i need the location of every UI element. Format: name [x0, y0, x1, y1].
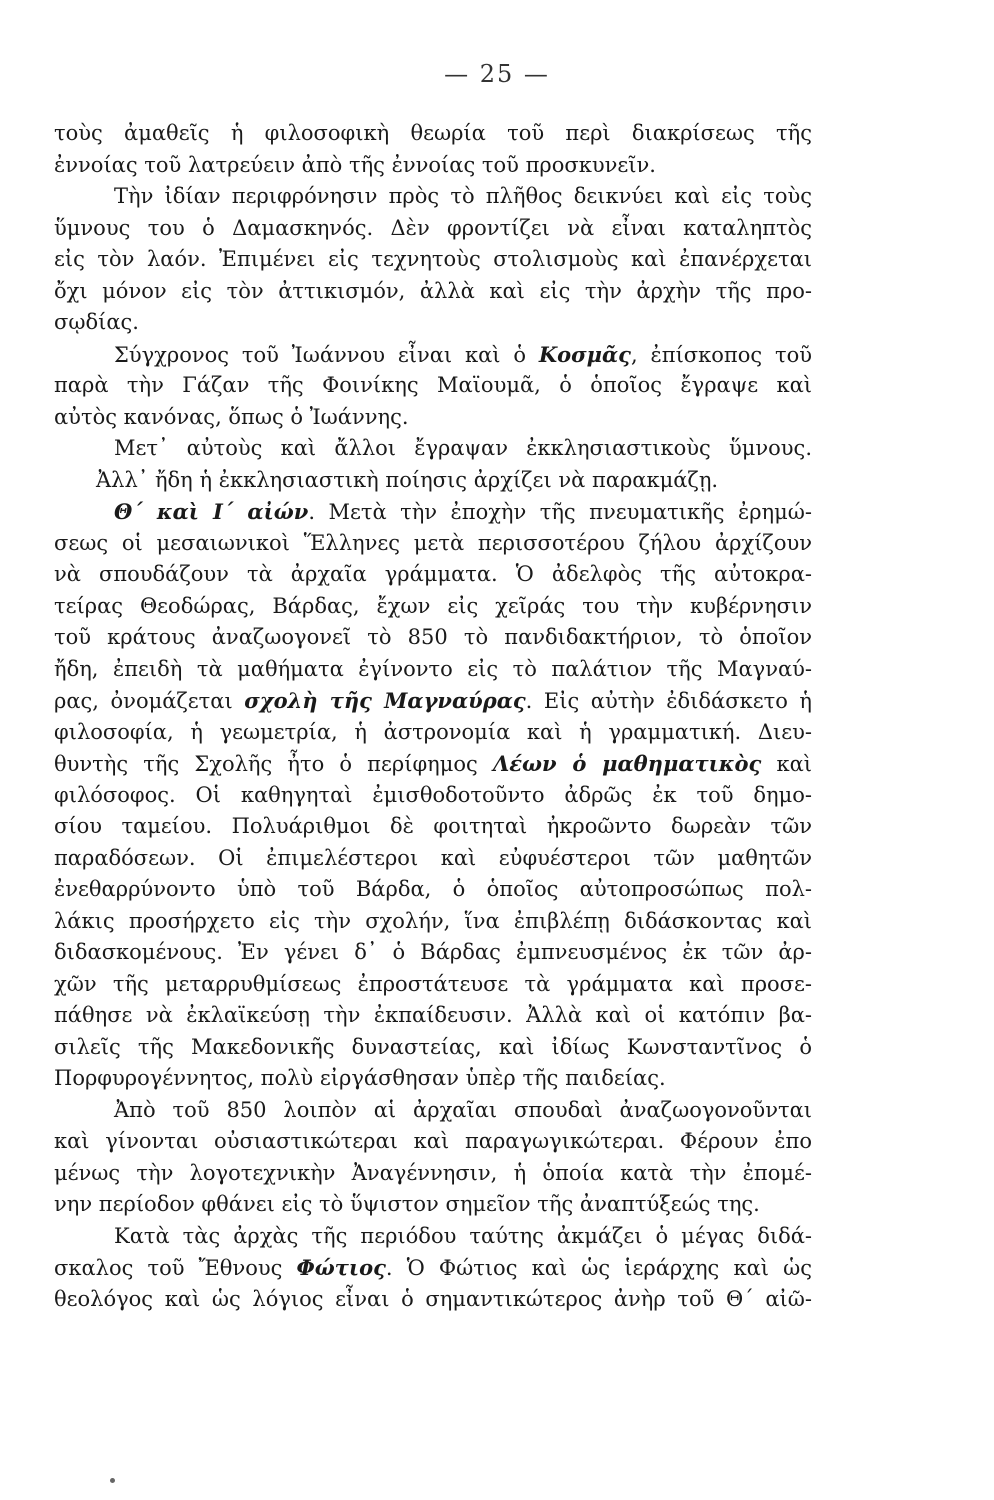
text-line: ἐννοίας τοῦ λατρεύειν ἀπὸ τῆς ἐννοίας τοῦ προσκυνεῖν.: [54, 152, 656, 177]
text-line: Κατὰ τὰς ἀρχὰς τῆς περιόδου ταύτης ἀκμάζει ὁ μέγας διδά-: [114, 1223, 812, 1248]
text-line: [54, 339, 812, 371]
print-speck: [110, 1478, 115, 1483]
emphasized-name: σχολὴ τῆς Μαγναύρας: [244, 688, 526, 713]
emphasized-name: Λέων ὁ μαθηματικὸς: [492, 751, 762, 776]
text-line: τοὺς ἀμαθεῖς ἡ φιλοσοφικὴ θεωρία τοῦ περὶ διακρίσεως τῆς: [54, 121, 812, 145]
text-line: σεως οἱ μεσαιωνικοὶ Ἕλληνες μετὰ περισσοτέρου ζήλου ἀρχίζουν: [54, 530, 812, 555]
text-line: νὰ σπουδάζουν τὰ ἀρχαῖα γράμματα. Ὁ ἀδελφὸς τῆς αὐτοκρα-: [54, 562, 812, 586]
line-text: . Ὁ Φώτιος καὶ ὡς ἱεράρχης καὶ ὡς: [385, 1256, 812, 1280]
emphasized-name: Φώτιος: [296, 1255, 386, 1280]
text-line: Ἀλλ᾽ ἤδη ἡ ἐκκλησιαστικὴ ποίησις ἀρχίζει νὰ παρακμάζῃ.: [96, 467, 719, 492]
line-text: . Εἰς αὐτὴν ἐδιδάσκετο ἡ: [525, 689, 812, 713]
text-line: τείρας Θεοδώρας, Βάρδας, ἔχων εἰς χεῖράς του τὴν κυβέρνησιν: [54, 593, 812, 618]
text-line: παρὰ τὴν Γάζαν τῆς Φοινίκης Μαϊουμᾶ, ὁ ὁποῖος ἔγραψε καὶ: [54, 373, 812, 397]
text-line: ὄχι μόνον εἰς τὸν ἀττικισμόν, ἀλλὰ καὶ εἰς τὴν ἀρχὴν τῆς προ-: [54, 278, 812, 303]
line-text: . Μετὰ τὴν ἐποχὴν τῆς πνευματικῆς ἐρημώ-: [308, 500, 812, 524]
text-line: διδασκομένους. Ἐν γένει δ᾽ ὁ Βάρδας ἐμπνευσμένος ἐκ τῶν ἀρ-: [54, 940, 812, 964]
body-text: [54, 118, 812, 1315]
text-line: τοῦ κράτους ἀναζωογονεῖ τὸ 850 τὸ πανδιδακτήριον, τὸ ὁποῖον: [54, 625, 812, 649]
text-line: ὕμνους του ὁ Δαμασκηνός. Δὲν φροντίζει νὰ εἶναι καταληπτὸς: [54, 215, 812, 240]
text-line: παραδόσεων. Οἱ ἐπιμελέστεροι καὶ εὐφυέστεροι τῶν μαθητῶν: [54, 845, 812, 870]
text-line: πάθησε νὰ ἐκλαϊκεύσῃ τὴν ἐκπαίδευσιν. Ἀλλὰ καὶ οἱ κατόπιν βα-: [54, 1003, 812, 1027]
text-line: φιλοσοφία, ἡ γεωμετρία, ἡ ἀστρονομία καὶ ἡ γραμματική. Διευ-: [54, 719, 812, 744]
page-number: — 25 —: [444, 60, 550, 88]
text-line: σίου ταμείου. Πολυάριθμοι δὲ φοιτηταὶ ἠκροῶντο δωρεὰν τῶν: [54, 814, 812, 838]
line-text: ρας, ὀνομάζεται: [54, 689, 245, 713]
text-line: σιλεῖς τῆς Μακεδονικῆς δυναστείας, καὶ ἰδίως Κωνσταντῖνος ὁ: [54, 1034, 812, 1059]
text-line: [54, 685, 812, 717]
text-line: θεολόγος καὶ ὡς λόγιος εἶναι ὁ σημαντικώτερος ἀνὴρ τοῦ Θ΄ αἰῶ-: [54, 1286, 812, 1311]
text-line: Τὴν ἰδίαν περιφρόνησιν πρὸς τὸ πλῆθος δεικνύει καὶ εἰς τοὺς: [114, 184, 812, 208]
text-line: εἰς τὸν λαόν. Ἐπιμένει εἰς τεχνητοὺς στολισμοὺς καὶ ἐπανέρχεται: [54, 247, 812, 271]
line-text: Σύγχρονος τοῦ Ἰωάννου εἶναι καὶ ὁ: [114, 342, 539, 367]
line-text: θυντὴς τῆς Σχολῆς ἦτο ὁ περίφημος: [54, 752, 493, 776]
text-line: Πορφυρογέννητος, πολὺ εἰργάσθησαν ὑπὲρ τῆς παιδείας.: [54, 1066, 666, 1090]
text-line: ἐνεθαρρύνοντο ὑπὸ τοῦ Βάρδα, ὁ ὁποῖος αὐτοπροσώπως πολ-: [54, 877, 812, 901]
emphasized-name: Κοσμᾶς: [538, 341, 631, 367]
line-text: καὶ: [761, 752, 812, 776]
section-heading: Θ΄ καὶ Ι΄ αἰών: [114, 499, 309, 524]
text-line: φιλόσοφος. Οἱ καθηγηταὶ ἐμισθοδοτοῦντο ἀδρῶς ἐκ τοῦ δημο-: [54, 782, 812, 807]
text-line: αὐτὸς κανόνας, ὅπως ὁ Ἰωάννης.: [54, 404, 409, 429]
text-line: νην περίοδον φθάνει εἰς τὸ ὕψιστον σημεῖον τῆς ἀναπτύξεώς της.: [54, 1192, 760, 1216]
text-line: σῳδίας.: [54, 310, 139, 334]
text-line: [54, 496, 812, 528]
text-line: Ἀπὸ τοῦ 850 λοιπὸν αἱ ἀρχαῖαι σπουδαὶ ἀναζωογονοῦνται: [114, 1097, 812, 1122]
text-line: χῶν τῆς μεταρρυθμίσεως ἐπροστάτευσε τὰ γράμματα καὶ προσε-: [54, 971, 812, 996]
text-line: λάκις προσήρχετο εἰς τὴν σχολήν, ἵνα ἐπιβλέπῃ διδάσκοντας καὶ: [54, 908, 812, 933]
text-line: [54, 748, 812, 780]
line-text: , ἐπίσκοπος τοῦ: [630, 342, 812, 367]
text-line: ἤδη, ἐπειδὴ τὰ μαθήματα ἐγίνοντο εἰς τὸ παλάτιον τῆς Μαγναύ-: [54, 656, 812, 681]
text-line: μένως τὴν λογοτεχνικὴν Ἀναγέννησιν, ἡ ὁποία κατὰ τὴν ἐπομέ-: [54, 1160, 812, 1185]
text-line: [54, 1252, 812, 1284]
text-line: Μετ᾽ αὐτοὺς καὶ ἄλλοι ἔγραψαν ἐκκλησιαστικοὺς ὕμνους.: [114, 436, 812, 460]
line-text: σκαλος τοῦ Ἔθνους: [54, 1256, 297, 1280]
text-line: καὶ γίνονται οὐσιαστικώτεραι καὶ παραγωγικώτεραι. Φέρουν ἐπο: [54, 1129, 812, 1153]
